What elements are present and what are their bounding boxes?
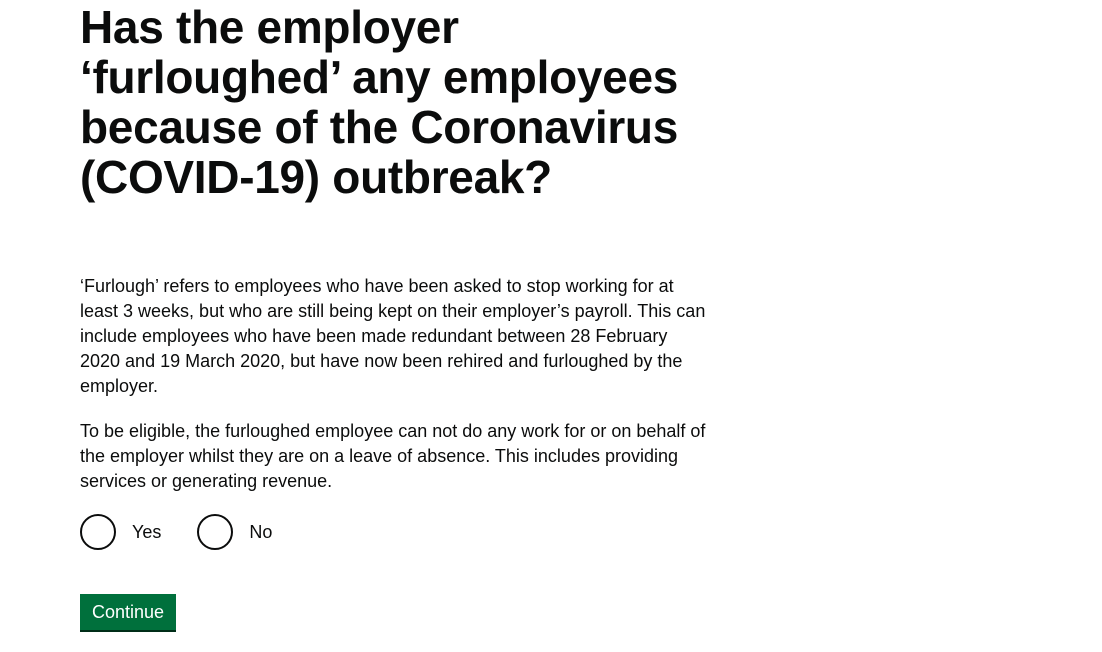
radio-option-yes[interactable] [80,514,161,550]
furlough-radio-group [80,514,308,550]
radio-yes-circle[interactable] [80,514,116,550]
page-title: Has the employer ‘furloughed’ any employees because of the Coronavirus (COVID-19) outbreak? [80,1,679,203]
radio-option-no[interactable] [197,514,272,550]
eligibility-text: To be eligible, the furloughed employee can not do any work for or on behalf of the employer whilst they are on a leave of absence. This includes providing services or generating revenue. [80,421,706,491]
radio-yes-label[interactable]: Yes [132,521,162,542]
continue-button[interactable]: Continue [80,594,176,630]
radio-no-label[interactable]: No [249,521,273,542]
radio-no-circle[interactable] [197,514,233,550]
furlough-definition-text: ‘Furlough’ refers to employees who have been asked to stop working for at least 3 weeks, but who are still being kept on their employer’s payroll. This can include employees who have been made redundant between 28 February 2020 and 19 March 2020, but have now been rehired and furloughed by the employer. [80,276,706,396]
